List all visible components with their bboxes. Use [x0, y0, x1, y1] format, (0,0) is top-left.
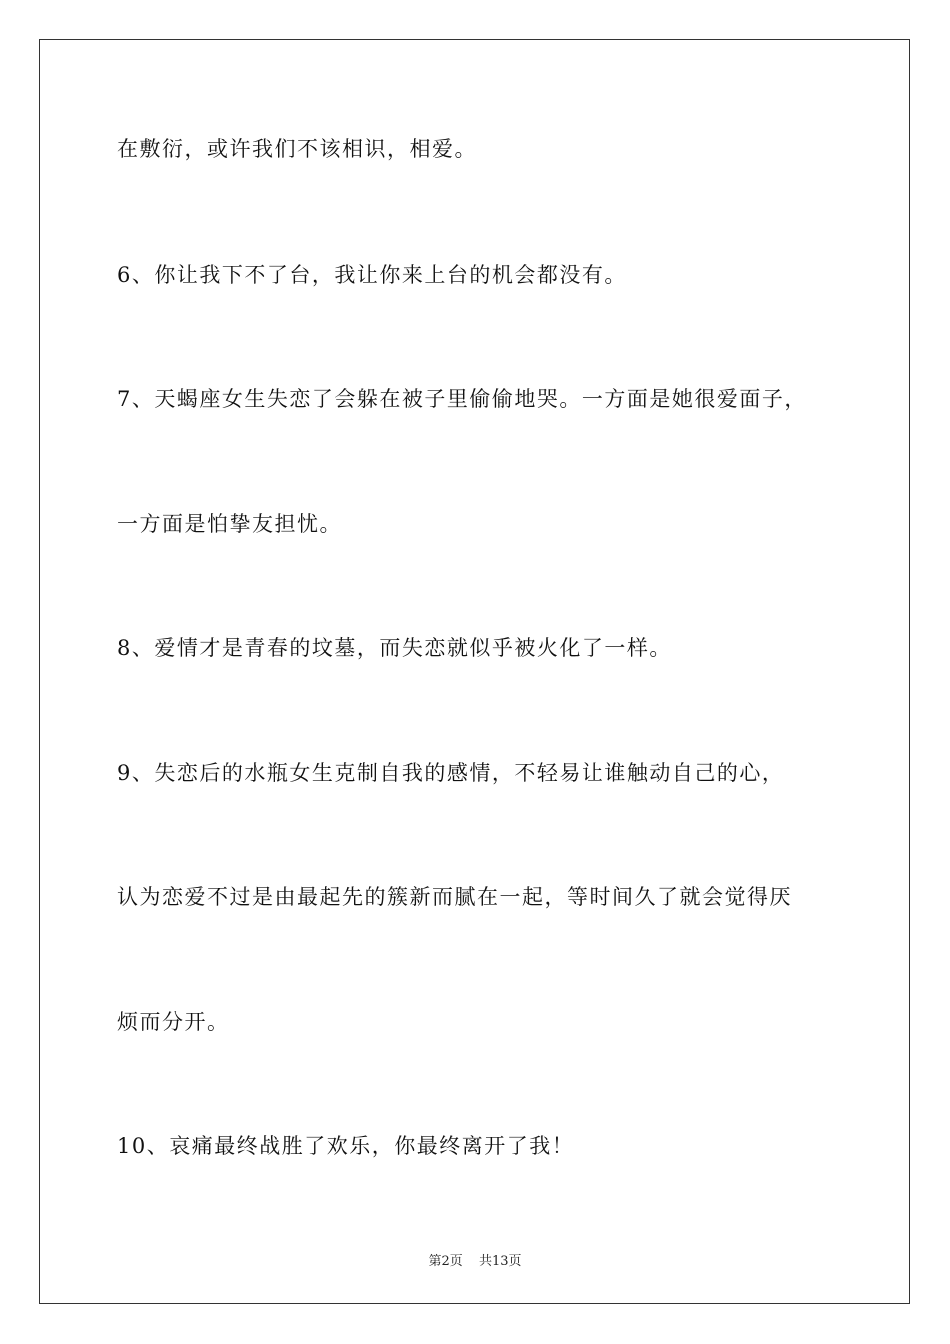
page-footer	[0, 1250, 950, 1269]
text-line-6: 9、失恋后的水瓶女生克制自我的感情，不轻易让谁触动自己的心，	[117, 761, 785, 785]
text-line-7: 认为恋爱不过是由最起先的簇新而腻在一起，等时间久了就会觉得厌	[117, 885, 792, 909]
text-line-8: 烦而分开。	[117, 1010, 230, 1034]
page-border	[39, 39, 910, 1304]
page-number: 第2页	[428, 1254, 463, 1269]
text-line-1: 在敷衍，或许我们不该相识，相爱。	[117, 137, 477, 161]
text-line-9: 10、哀痛最终战胜了欢乐，你最终离开了我！	[117, 1134, 575, 1158]
text-line-3: 7、天蝎座女生失恋了会躲在被子里偷偷地哭。一方面是她很爱面子，	[117, 387, 807, 411]
text-line-2: 6、你让我下不了台，我让你来上台的机会都没有。	[117, 263, 627, 287]
page-total: 共13页	[478, 1254, 522, 1269]
text-line-5: 8、爱情才是青春的坟墓，而失恋就似乎被火化了一样。	[117, 636, 672, 660]
text-line-4: 一方面是怕挚友担忧。	[117, 512, 342, 536]
